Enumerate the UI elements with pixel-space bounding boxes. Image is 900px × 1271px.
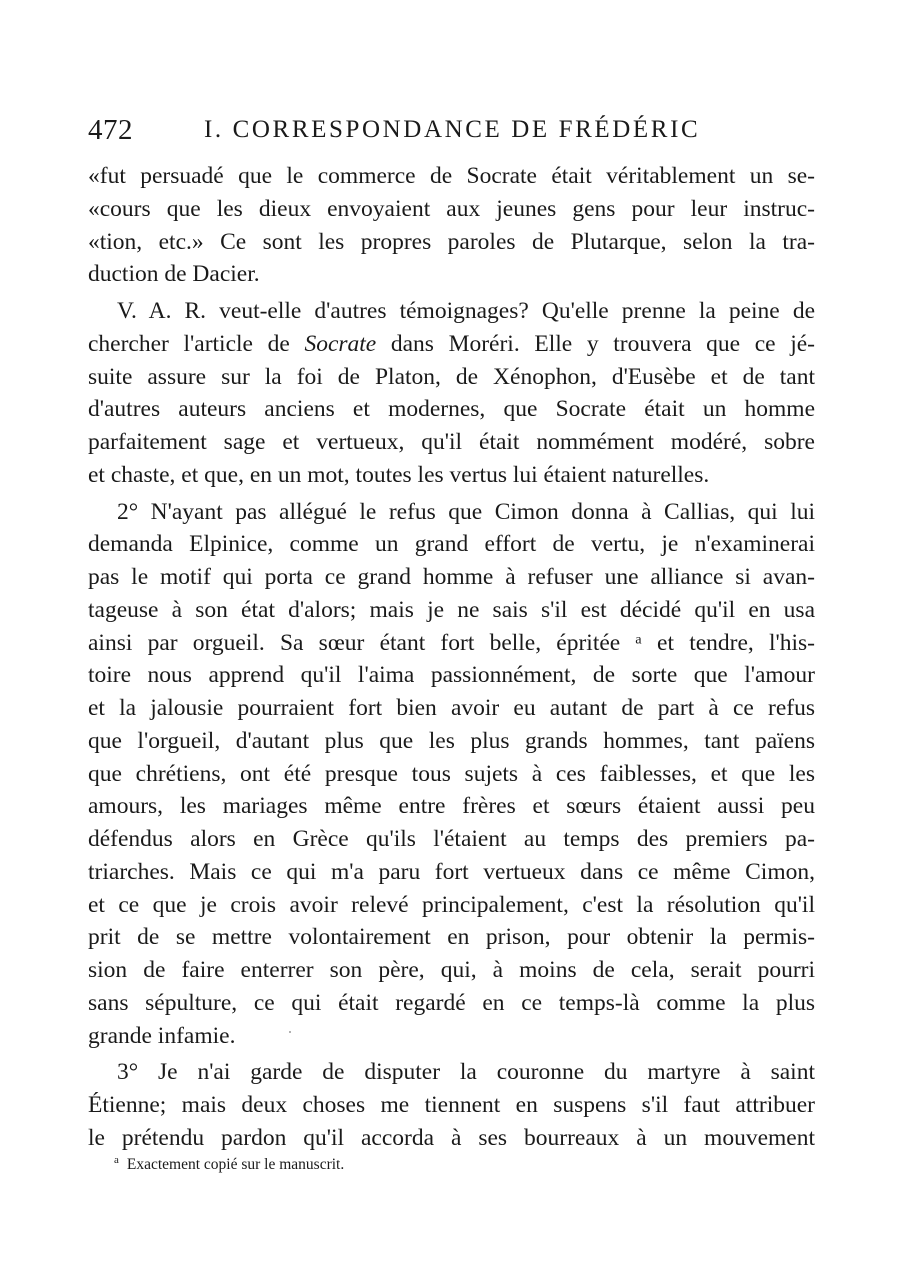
footnote bbox=[114, 1154, 344, 1174]
text-line: grande infamie. bbox=[88, 1022, 236, 1049]
text-line: prit de se mettre volontairement en prison, pour obtenir la permis- bbox=[88, 924, 815, 951]
text-line: et la jalousie pourraient fort bien avoir eu autant de part à ce refus bbox=[88, 695, 815, 721]
text-line: duction de Dacier. bbox=[88, 261, 260, 288]
text-line: «tion, etc.» Ce sont les propres paroles de Plutarque, selon la tra- bbox=[88, 228, 815, 255]
text-line: «cours que les dieux envoyaient aux jeunes gens pour leur instruc- bbox=[88, 195, 815, 222]
text-line: le prétendu pardon qu'il accorda à ses bourreaux à un mouvement bbox=[88, 1124, 815, 1151]
paragraph-cimon bbox=[88, 496, 815, 1053]
text-line: d'autres auteurs anciens et modernes, que Socrate était un homme bbox=[88, 396, 815, 423]
text-line: parfaitement sage et vertueux, qu'il était nommément modéré, sobre bbox=[88, 429, 815, 455]
text-line: que l'orgueil, d'autant plus que les plus grands hommes, tant païens bbox=[88, 727, 815, 754]
text-line: que chrétiens, ont été presque tous sujets à ces faiblesses, et que les bbox=[88, 760, 815, 787]
text-line: suite assure sur la foi de Platon, de Xénophon, d'Eusèbe et de tant bbox=[88, 363, 815, 390]
text-line: et chaste, et que, en un mot, toutes les vertus lui étaient naturelles. bbox=[88, 461, 710, 488]
text-line: et ce que je crois avoir relevé principalement, c'est la résolution qu'il bbox=[88, 891, 815, 918]
text-line: chercher l'article de Socrate dans Moréri. Elle y trouvera que ce jé- bbox=[88, 330, 815, 357]
text-line: 2° N'ayant pas allégué le refus que Cimon donna à Callias, qui lui bbox=[117, 498, 815, 525]
running-title: I. CORRESPONDANCE DE FRÉDÉRIC bbox=[204, 116, 701, 143]
text-line: V. A. R. veut-elle d'autres témoignages? Qu'elle prenne la peine de bbox=[117, 298, 815, 324]
text-line: triarches. Mais ce qui m'a paru fort vertueux dans ce même Cimon, bbox=[88, 858, 815, 885]
text-line: Étienne; mais deux choses me tiennent en suspens s'il faut attribuer bbox=[88, 1092, 815, 1118]
text-line: 3° Je n'ai garde de disputer la couronne du martyre à saint bbox=[117, 1059, 815, 1086]
text-line: tageuse à son état d'alors; mais je ne sais s'il est décidé qu'il en usa bbox=[88, 596, 815, 623]
text-line: demanda Elpinice, comme un grand effort de vertu, je n'examinerai bbox=[88, 531, 815, 558]
text-line: toire nous apprend qu'il l'aima passionnément, de sorte que l'amour bbox=[88, 662, 815, 689]
text-line: sion de faire enterrer son père, qui, à moins de cela, serait pourri bbox=[88, 957, 815, 983]
page-header bbox=[88, 114, 818, 150]
paragraph-socrate bbox=[88, 295, 815, 492]
body-text bbox=[88, 160, 815, 1155]
paragraph-quotation-end bbox=[88, 160, 815, 291]
text-line: sans sépulture, ce qui était regardé en ce temps-là comme la plus bbox=[88, 989, 815, 1016]
print-speck bbox=[289, 1031, 291, 1033]
footnote-marker: a bbox=[114, 1154, 119, 1166]
text-line: «fut persuadé que le commerce de Socrate était véritablement un se- bbox=[88, 163, 815, 189]
footnote-text: Exactement copié sur le manuscrit. bbox=[126, 1156, 345, 1174]
text-line: ainsi par orgueil. Sa sœur étant fort belle, épritée ᵃ et tendre, l'his- bbox=[88, 629, 815, 656]
text-line: pas le motif qui porta ce grand homme à refuser une alliance si avan- bbox=[88, 564, 815, 590]
page-number: 472 bbox=[88, 114, 133, 146]
text-line: défendus alors en Grèce qu'ils l'étaient au temps des premiers pa- bbox=[88, 826, 815, 852]
text-line: amours, les mariages même entre frères et sœurs étaient aussi peu bbox=[88, 793, 815, 820]
paragraph-etienne bbox=[88, 1056, 815, 1154]
